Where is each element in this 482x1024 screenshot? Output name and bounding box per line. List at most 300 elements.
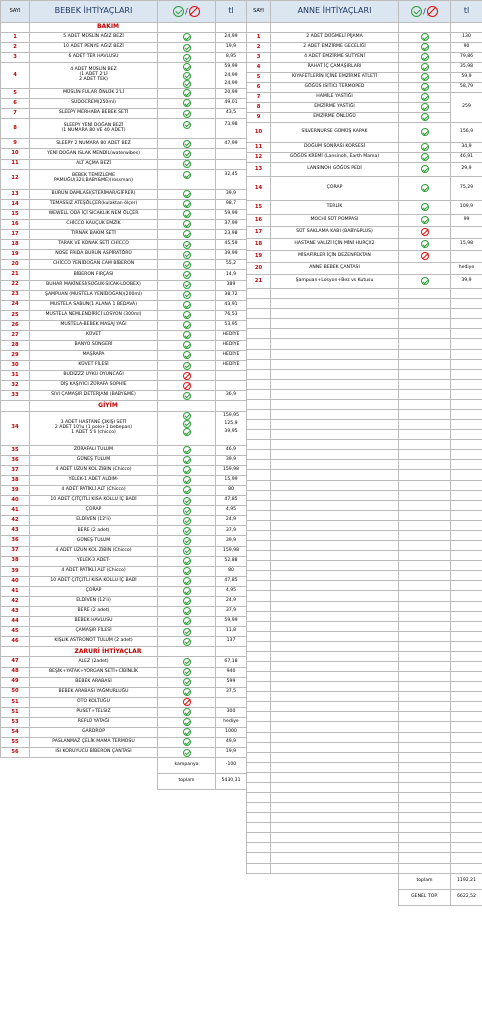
item-line: KÜVET (85, 332, 102, 338)
empty-row (247, 500, 482, 510)
status-cell (158, 99, 216, 109)
price-value: 75,29 (451, 177, 482, 201)
row-number: 44 (1, 617, 30, 627)
table-row (1, 637, 247, 647)
check-icon (183, 597, 191, 605)
item-line: ÇAMAŞIR FİLESİ (75, 628, 112, 634)
row-number: 1 (1, 33, 30, 43)
item-name (30, 546, 158, 556)
row-number: 21 (247, 275, 271, 289)
price-value: 15,98 (451, 239, 482, 251)
row-number: 13 (247, 163, 271, 177)
table-row (247, 73, 482, 83)
empty-row (247, 440, 482, 450)
check-icon (183, 331, 191, 339)
item-name (30, 119, 158, 139)
price-value: hediye (216, 717, 247, 727)
row-number: 25 (1, 310, 30, 320)
item-name: MOCHİ SÜT POMPASI (271, 215, 399, 227)
prohibited-icon (183, 372, 191, 380)
price-value: 39,9 (216, 536, 247, 546)
item-line: 4 ADET UZUN KOL ZIBIN (Chicco) (55, 467, 132, 473)
genel-value: 6622,52 (451, 889, 482, 905)
item-line: 4 ADET PATİKLİ ALT (Chicco) (61, 567, 126, 573)
row-number: 45 (1, 627, 30, 637)
table-row (1, 627, 247, 637)
item-line: GÜNEŞ TULUM (76, 456, 111, 462)
row-number: 56 (1, 748, 30, 758)
item-name: GÖĞÜS KREMİ (Lansinoh, Earth Mama) (271, 153, 399, 163)
check-icon (183, 420, 191, 428)
table-row (1, 391, 247, 401)
kampanya-label: kampanya (158, 758, 216, 774)
price-value (217, 179, 245, 187)
table-row (247, 239, 482, 251)
table-row (247, 227, 482, 239)
item-name (30, 566, 158, 576)
check-icon (183, 617, 191, 625)
price-value: 19,9 (216, 748, 247, 758)
price-value: 1000 (216, 727, 247, 737)
row-number: 34 (1, 411, 30, 445)
empty-row (247, 782, 482, 792)
table-row (1, 748, 247, 758)
price-value: 37,5 (216, 687, 247, 697)
item-line: 4 ADET UZUN KOL ZIBIN (Chicco) (55, 547, 132, 553)
row-number: 39 (1, 566, 30, 576)
section-title: ZARURİ İHTİYAÇLAR (30, 647, 158, 657)
status-cell (158, 465, 216, 475)
row-number: 36 (1, 536, 30, 546)
row-number: 14 (1, 199, 30, 209)
status-cell (399, 263, 451, 275)
status-cell (399, 215, 451, 227)
row-number: 39 (1, 486, 30, 496)
item-name (30, 109, 158, 119)
item-line: SLEEPY 2 NUMARA 80 ADET BEZ (56, 140, 131, 146)
table-row (1, 310, 247, 320)
status-cell (158, 169, 216, 189)
baby-needs-table (0, 0, 247, 790)
item-line: 2 ADET TEK) (79, 77, 108, 83)
header-currency: tl (451, 1, 482, 23)
price-value: 34,9 (451, 143, 482, 153)
check-icon (421, 128, 429, 136)
status-cell (399, 201, 451, 215)
item-name: HAMİLE YASTIĞI (271, 93, 399, 103)
table-row (1, 607, 247, 617)
row-number: 9 (247, 113, 271, 123)
status-cell (158, 727, 216, 737)
price-value: 159,98 (216, 546, 247, 556)
empty-row (247, 520, 482, 530)
item-name (30, 300, 158, 310)
status-cell (158, 516, 216, 526)
check-icon (183, 749, 191, 757)
item-name: RAHAT İÇ ÇAMAŞIRLARI (271, 63, 399, 73)
item-name: ANNE BEBEK ÇANTASI (271, 263, 399, 275)
item-name (30, 53, 158, 63)
item-line: PAMUĞU(32li,BABY&ME)(rossman) (54, 178, 133, 184)
item-name: ÇORAP (271, 177, 399, 201)
check-icon (183, 190, 191, 198)
table-row (1, 330, 247, 340)
empty-row (247, 601, 482, 611)
section-header (1, 401, 247, 411)
item-name (30, 209, 158, 219)
check-icon (183, 301, 191, 309)
section-header (1, 23, 247, 33)
status-cell (158, 320, 216, 330)
status-cell (158, 330, 216, 340)
check-icon (421, 43, 429, 51)
table-row (247, 113, 482, 123)
row-number: 21 (1, 270, 30, 280)
price-value: HEDİYE (216, 330, 247, 340)
item-name (30, 465, 158, 475)
check-icon (183, 291, 191, 299)
item-line: 10 ADET PENYE AĞIZ BEZİ (63, 44, 124, 50)
row-number: 2 (1, 43, 30, 53)
price-value (216, 697, 247, 707)
check-icon (183, 281, 191, 289)
table-row (1, 738, 247, 748)
empty-row (247, 460, 482, 470)
price-cell (216, 411, 247, 445)
price-value: 59,99 (224, 64, 238, 70)
table-row (1, 411, 247, 445)
empty-row (247, 319, 482, 329)
empty-row (247, 661, 482, 671)
check-icon (183, 688, 191, 696)
row-number: 35 (1, 445, 30, 455)
row-number: 2 (247, 43, 271, 53)
row-number: 41 (1, 506, 30, 516)
item-line: BUDİZZZ UYKU OYUNCAĞI (63, 372, 124, 378)
check-icon (183, 537, 191, 545)
item-name: MİSAFİRLER İÇİN DEZENFEKTAN (271, 251, 399, 263)
price-value: 159,95 (222, 412, 240, 418)
check-icon (183, 261, 191, 269)
table-row (1, 496, 247, 506)
item-line: KÜVET FİLESİ (78, 362, 109, 368)
price-value: 49,9 (216, 738, 247, 748)
item-name (30, 189, 158, 199)
table-row (247, 83, 482, 93)
empty-row (247, 813, 482, 823)
check-icon (421, 277, 429, 285)
check-icon (183, 230, 191, 238)
status-cell (399, 227, 451, 239)
table-row (1, 465, 247, 475)
status-cell (158, 687, 216, 697)
item-name (30, 99, 158, 109)
item-line: ISI KORUYUCU BİBERON ÇANTASI (55, 749, 132, 755)
section-title: BAKIM (30, 23, 158, 33)
price-value: hediye (451, 263, 482, 275)
item-name (30, 411, 158, 445)
check-icon (183, 638, 191, 646)
status-cell (158, 53, 216, 63)
price-value: 599 (216, 677, 247, 687)
row-number: 41 (1, 586, 30, 596)
table-row (1, 476, 247, 486)
empty-row (247, 389, 482, 399)
status-cell (158, 381, 216, 391)
status-cell (158, 738, 216, 748)
price-value: 259 (451, 93, 482, 123)
item-line: (1 ADET 2'Lİ (79, 72, 108, 78)
table-row (1, 455, 247, 465)
table-row (1, 300, 247, 310)
table-row (1, 53, 247, 63)
status-cell (399, 113, 451, 123)
table-row (1, 381, 247, 391)
price-value (217, 436, 245, 444)
check-icon (183, 392, 191, 400)
item-name (30, 486, 158, 496)
item-name (30, 677, 158, 687)
empty-row (247, 762, 482, 772)
item-name: GÖĞÜS ISITICI TERMOPED (271, 83, 399, 93)
check-icon (183, 321, 191, 329)
price-value: 389 (216, 280, 247, 290)
table-row (1, 63, 247, 89)
price-value: 39,9 (216, 189, 247, 199)
item-line: 1 ADET 5'li (chicco) (71, 429, 116, 435)
status-cell (158, 486, 216, 496)
item-line: SLEEPY MERHABA BEBEK SETİ (58, 110, 129, 116)
check-icon (183, 351, 191, 359)
status-cell (399, 73, 451, 83)
price-value: 300 (216, 707, 247, 717)
item-line: NOSE FRIDA BURUN ASPİRATÖRÜ (55, 251, 132, 257)
empty-row (247, 641, 482, 651)
item-name (30, 320, 158, 330)
price-value: 11,8 (216, 627, 247, 637)
empty-row (247, 299, 482, 309)
row-number: 26 (1, 320, 30, 330)
status-cell (158, 707, 216, 717)
status-cell (158, 556, 216, 566)
price-value (451, 251, 482, 263)
row-number: 16 (1, 220, 30, 230)
price-value: 90 (451, 43, 482, 53)
empty-row (247, 651, 482, 661)
status-cell (158, 340, 216, 350)
table-row (1, 667, 247, 677)
check-icon (183, 577, 191, 585)
item-line: BURUN DAMLASI(STERİMAR/GİFRER) (51, 190, 136, 196)
kampanya-value: -100 (216, 758, 247, 774)
item-line: MAŞRAPA (82, 352, 105, 358)
item-name (30, 310, 158, 320)
check-icon (183, 466, 191, 474)
check-icon (183, 72, 191, 80)
price-value: 38,72 (216, 290, 247, 300)
item-line: SIVI ÇAMAŞIR DETERJANI (BABY&ME) (51, 392, 136, 398)
row-number: 4 (247, 63, 271, 73)
toplam-label: toplam (158, 774, 216, 790)
price-value: 36,9 (216, 391, 247, 401)
table-row (247, 43, 482, 53)
row-number: 17 (1, 230, 30, 240)
row-number: 43 (1, 607, 30, 617)
row-number: 24 (1, 300, 30, 310)
slash: / (185, 7, 188, 16)
empty-row (247, 339, 482, 349)
row-number: 18 (247, 239, 271, 251)
check-icon (183, 241, 191, 249)
check-icon (183, 54, 191, 62)
price-value (451, 227, 482, 239)
item-name (30, 63, 158, 89)
prohibited-icon (183, 698, 191, 706)
check-icon (421, 33, 429, 41)
row-number: 30 (1, 361, 30, 371)
status-cell (158, 361, 216, 371)
empty-row (247, 510, 482, 520)
table-row (247, 163, 482, 177)
table-row (1, 199, 247, 209)
table-row (247, 123, 482, 143)
item-line: YELEK-1 ADET ALDIM- (68, 477, 119, 483)
price-value: 156,9 (451, 123, 482, 143)
item-name: HASTANE VALİZİ İÇİN MİNİ HURÇX2 (271, 239, 399, 251)
check-icon (183, 428, 191, 436)
item-line: TARAK VE KONAK SETİ CHİCCO (58, 241, 129, 247)
item-name: 2 ADET EMZİRME GECELİĞİ (271, 43, 399, 53)
item-name (30, 637, 158, 647)
table-row (1, 677, 247, 687)
status-cell (158, 310, 216, 320)
item-line: BUHAR MAKİNESİ(SOĞUK-SICAK-LOOBEX) (46, 281, 141, 287)
check-icon (183, 412, 191, 420)
status-cell (158, 445, 216, 455)
table-row (247, 103, 482, 113)
header-currency: tl (216, 1, 247, 23)
table-row (1, 657, 247, 667)
table-row (1, 43, 247, 53)
row-number: 28 (1, 340, 30, 350)
row-number: 13 (1, 189, 30, 199)
item-line: BERE (2 adet) (77, 608, 110, 614)
table-row (1, 566, 247, 576)
row-number: 40 (1, 576, 30, 586)
table-row (247, 93, 482, 103)
empty-row (247, 581, 482, 591)
price-value: 59,9 (451, 73, 482, 83)
price-value: 37,99 (216, 220, 247, 230)
item-line: 3 ADET HASTANE ÇIKIŞI SETİ (60, 419, 127, 425)
price-value: HEDİYE (216, 351, 247, 361)
empty-row (247, 843, 482, 853)
item-name (30, 330, 158, 340)
status-cell (399, 63, 451, 73)
table-row (1, 320, 247, 330)
prohibited-icon (421, 252, 429, 260)
table-row (1, 230, 247, 240)
empty-row (247, 329, 482, 339)
price-value: HEDİYE (216, 340, 247, 350)
table-row (247, 177, 482, 201)
price-cell (216, 63, 247, 89)
header-title: ANNE İHTİYAÇLARI (271, 1, 399, 23)
row-number: 20 (247, 263, 271, 275)
table-row (1, 240, 247, 250)
status-cell (399, 93, 451, 103)
row-number: 54 (1, 727, 30, 737)
check-icon (421, 240, 429, 248)
price-value: 24,9 (216, 596, 247, 606)
item-line: SUDOCREM(250ml) (71, 100, 116, 106)
check-icon (421, 203, 429, 211)
empty-row (247, 621, 482, 631)
status-cell (158, 576, 216, 586)
status-cell (158, 697, 216, 707)
price-value (217, 129, 245, 137)
item-name (30, 159, 158, 169)
item-name (30, 149, 158, 159)
check-icon (183, 311, 191, 319)
check-icon (421, 83, 429, 91)
row-number: 53 (1, 717, 30, 727)
table-row (1, 119, 247, 139)
price-value: 24,99 (216, 33, 247, 43)
item-name (30, 556, 158, 566)
status-cell (158, 506, 216, 516)
check-icon (183, 517, 191, 525)
item-line: 4 ADET MÜSLİN BEZ (70, 67, 117, 73)
price-value: 98,7 (216, 199, 247, 209)
check-icon (183, 718, 191, 726)
row-number: 42 (1, 596, 30, 606)
price-value: 45,59 (216, 240, 247, 250)
genel-row (247, 889, 482, 905)
row-number: 11 (247, 143, 271, 153)
price-value: 39,9 (451, 275, 482, 289)
item-line: ELDİVEN (12'li) (76, 517, 111, 523)
empty-row (247, 480, 482, 490)
prohibited-icon (421, 228, 429, 236)
row-number: 32 (1, 381, 30, 391)
price-value: 58,79 (451, 83, 482, 93)
price-cell (216, 119, 247, 139)
status-cell (158, 596, 216, 606)
row-number: 33 (1, 391, 30, 401)
item-name: TERLİK (271, 201, 399, 215)
price-value: 940 (216, 667, 247, 677)
row-number: 19 (247, 251, 271, 263)
row-number: 51 (1, 707, 30, 717)
status-cell (399, 275, 451, 289)
status-cell (158, 220, 216, 230)
table-row (1, 707, 247, 717)
item-name (30, 476, 158, 486)
item-line: ALT AÇMA BEZİ (76, 160, 111, 166)
item-line: BANYO SÜNGERİ (74, 342, 113, 348)
price-value (216, 149, 247, 159)
table-row (1, 371, 247, 381)
check-icon (183, 200, 191, 208)
item-line: YELEK-3 ADET- (76, 557, 111, 563)
table-row (1, 89, 247, 99)
price-value: 49,01 (216, 99, 247, 109)
empty-row (247, 359, 482, 369)
header-status (158, 1, 216, 23)
table-row (247, 33, 482, 43)
status-cell (158, 209, 216, 219)
